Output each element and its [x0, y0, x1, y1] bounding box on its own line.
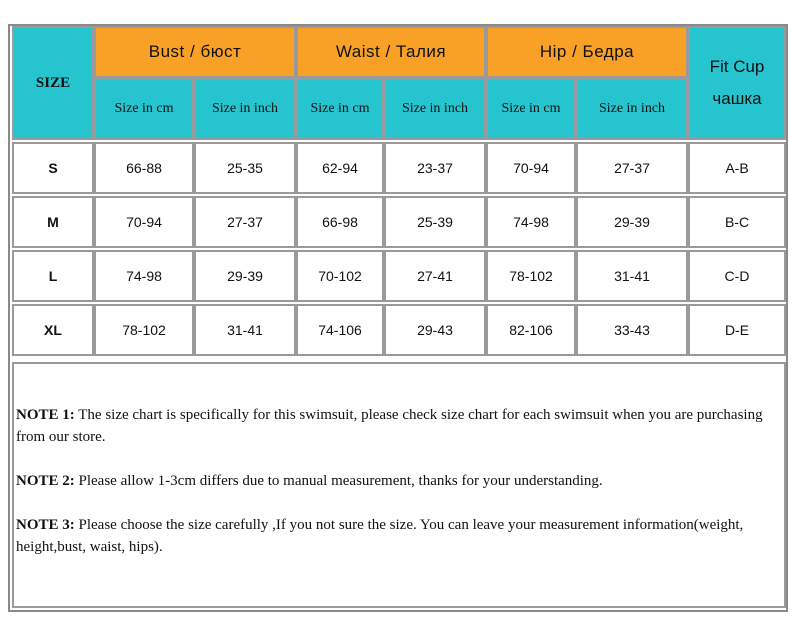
hip-cm-cell: 74-98 — [486, 196, 576, 248]
note-2 — [16, 470, 770, 492]
hip-header: Hip / Бедра — [486, 26, 688, 78]
row-size-label: XL — [12, 304, 94, 356]
cup-cell: C-D — [688, 250, 786, 302]
note-2-text: Please allow 1-3cm differs due to manual measurement, thanks for your understanding. — [74, 473, 603, 489]
bust-inch-cell: 27-37 — [194, 196, 296, 248]
row-size-label: S — [12, 142, 94, 194]
waist-inch-header: Size in inch — [384, 78, 486, 140]
cup-label-ru: чашка — [712, 89, 762, 108]
cup-cell: D-E — [688, 304, 786, 356]
waist-cm-header: Size in cm — [296, 78, 384, 140]
waist-cm-cell: 66-98 — [296, 196, 384, 248]
hip-cm-cell: 70-94 — [486, 142, 576, 194]
bust-inch-header: Size in inch — [194, 78, 296, 140]
waist-inch-cell: 27-41 — [384, 250, 486, 302]
hip-inch-header: Size in inch — [576, 78, 688, 140]
hip-inch-cell: 33-43 — [576, 304, 688, 356]
bust-inch-cell: 25-35 — [194, 142, 296, 194]
hip-inch-cell: 31-41 — [576, 250, 688, 302]
hip-inch-cell: 29-39 — [576, 196, 688, 248]
note-1-text: The size chart is specifically for this swimsuit, please check size chart for each swimsuit when you are purchasing from our store. — [16, 407, 763, 445]
hip-cm-header: Size in cm — [486, 78, 576, 140]
bust-cm-cell: 74-98 — [94, 250, 194, 302]
bust-cm-cell: 70-94 — [94, 196, 194, 248]
note-3-text: Please choose the size carefully ,If you not sure the size. You can leave your measurement information(weight, height,bust, waist, hips). — [16, 517, 744, 555]
waist-cm-cell: 74-106 — [296, 304, 384, 356]
size-header — [12, 26, 94, 140]
fit-cup-header — [688, 26, 786, 140]
row-size-label: M — [12, 196, 94, 248]
bust-inch-cell: 29-39 — [194, 250, 296, 302]
waist-inch-cell: 29-43 — [384, 304, 486, 356]
bust-inch-cell: 31-41 — [194, 304, 296, 356]
hip-cm-cell: 82-106 — [486, 304, 576, 356]
note-2-label: NOTE 2: — [16, 473, 75, 489]
bust-header: Bust / бюст — [94, 26, 296, 78]
note-1-label: NOTE 1: — [16, 407, 75, 423]
waist-inch-cell: 23-37 — [384, 142, 486, 194]
bust-cm-cell: 66-88 — [94, 142, 194, 194]
waist-header: Waist / Талия — [296, 26, 486, 78]
waist-inch-cell: 25-39 — [384, 196, 486, 248]
waist-cm-cell: 70-102 — [296, 250, 384, 302]
cup-cell: B-C — [688, 196, 786, 248]
waist-cm-cell: 62-94 — [296, 142, 384, 194]
size-header-label: SIZE — [35, 74, 71, 91]
bust-cm-cell: 78-102 — [94, 304, 194, 356]
hip-inch-cell: 27-37 — [576, 142, 688, 194]
note-1 — [16, 404, 770, 448]
row-size-label: L — [12, 250, 94, 302]
cup-cell: A-B — [688, 142, 786, 194]
notes-box — [12, 362, 786, 608]
note-3 — [16, 514, 770, 558]
bust-cm-header: Size in cm — [94, 78, 194, 140]
hip-cm-cell: 78-102 — [486, 250, 576, 302]
fit-cup-label: Fit Cup — [709, 57, 765, 76]
note-3-label: NOTE 3: — [16, 517, 75, 533]
